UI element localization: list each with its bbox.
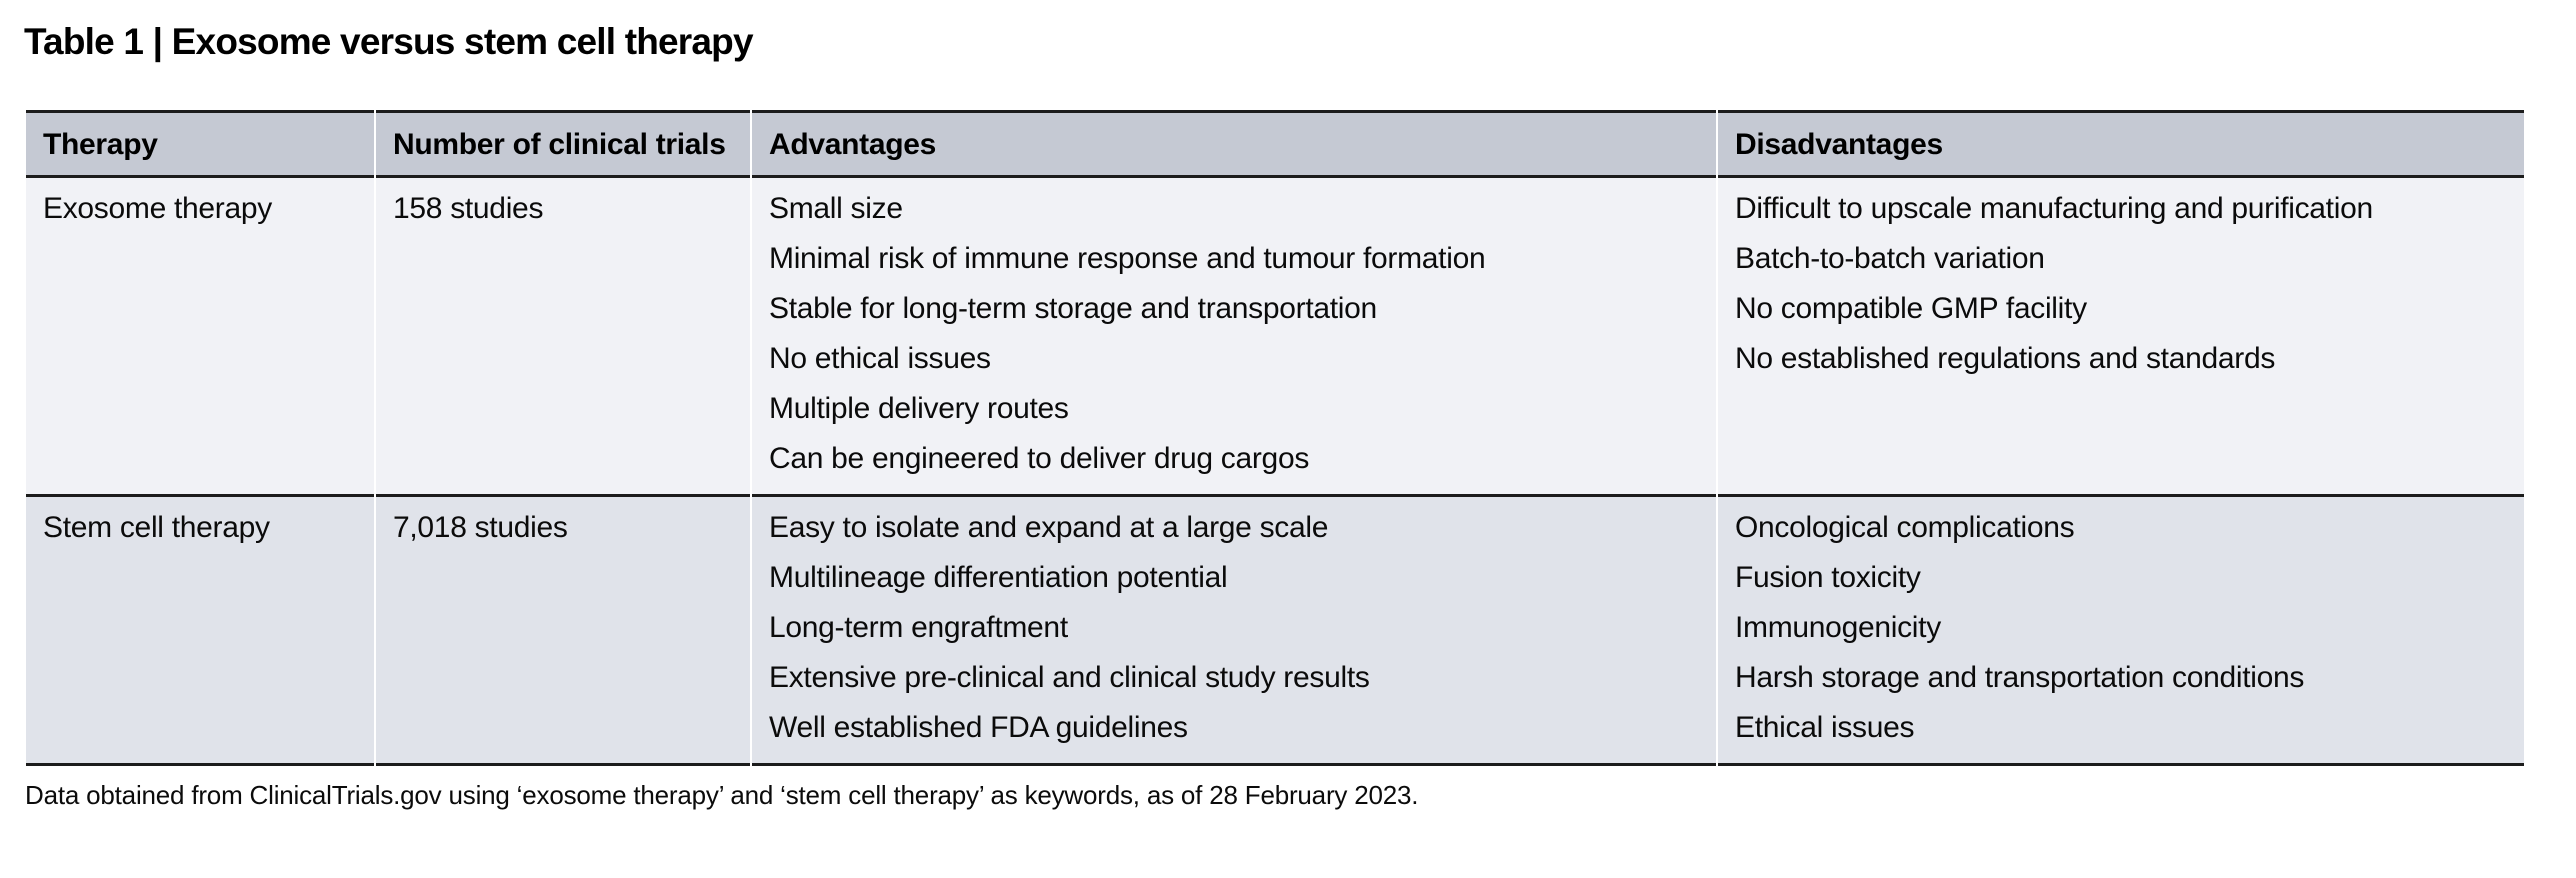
comparison-table [24, 110, 2526, 766]
cell-therapy: Exosome therapy [26, 178, 374, 497]
list-item: No established regulations and standards [1735, 342, 2276, 375]
column-header-advantages: Advantages [752, 110, 1716, 178]
list-item: Extensive pre-clinical and clinical study results [769, 661, 1370, 694]
cell-advantages [752, 497, 1716, 766]
list-item: No ethical issues [769, 342, 991, 375]
cell-disadvantages [1718, 178, 2524, 497]
cell-trials: 7,018 studies [376, 497, 750, 766]
list-item: Oncological complications [1735, 511, 2075, 544]
list-item: Multilineage differentiation potential [769, 561, 1228, 594]
cell-therapy: Stem cell therapy [26, 497, 374, 766]
list-item: Batch-to-batch variation [1735, 242, 2045, 275]
list-item: Ethical issues [1735, 711, 1915, 744]
list-item: Multiple delivery routes [769, 392, 1069, 425]
list-item: Small size [769, 192, 903, 225]
header-row [26, 110, 2524, 178]
list-item: Stable for long-term storage and transportation [769, 292, 1377, 325]
cell-disadvantages [1718, 497, 2524, 766]
column-header-therapy: Therapy [26, 110, 374, 178]
table-row-exosome [26, 178, 2524, 497]
list-item: Minimal risk of immune response and tumour formation [769, 242, 1486, 275]
cell-advantages [752, 178, 1716, 497]
column-header-trials: Number of clinical trials [376, 110, 750, 178]
table-footnote: Data obtained from ClinicalTrials.gov using ‘exosome therapy’ and ‘stem cell therapy’ as keywords, as of 28 February 2023. [25, 780, 1419, 810]
column-header-disadvantages: Disadvantages [1718, 110, 2524, 178]
table-title: Table 1 | Exosome versus stem cell therapy [24, 21, 753, 62]
list-item: Fusion toxicity [1735, 561, 1921, 594]
table-row-stem-cell [26, 497, 2524, 766]
list-item: No compatible GMP facility [1735, 292, 2087, 325]
cell-trials: 158 studies [376, 178, 750, 497]
list-item: Long-term engraftment [769, 611, 1068, 644]
list-item: Easy to isolate and expand at a large scale [769, 511, 1329, 544]
list-item: Harsh storage and transportation conditions [1735, 661, 2305, 694]
list-item: Can be engineered to deliver drug cargos [769, 442, 1310, 475]
list-item: Immunogenicity [1735, 611, 1941, 644]
list-item: Difficult to upscale manufacturing and purification [1735, 192, 2373, 225]
list-item: Well established FDA guidelines [769, 711, 1188, 744]
